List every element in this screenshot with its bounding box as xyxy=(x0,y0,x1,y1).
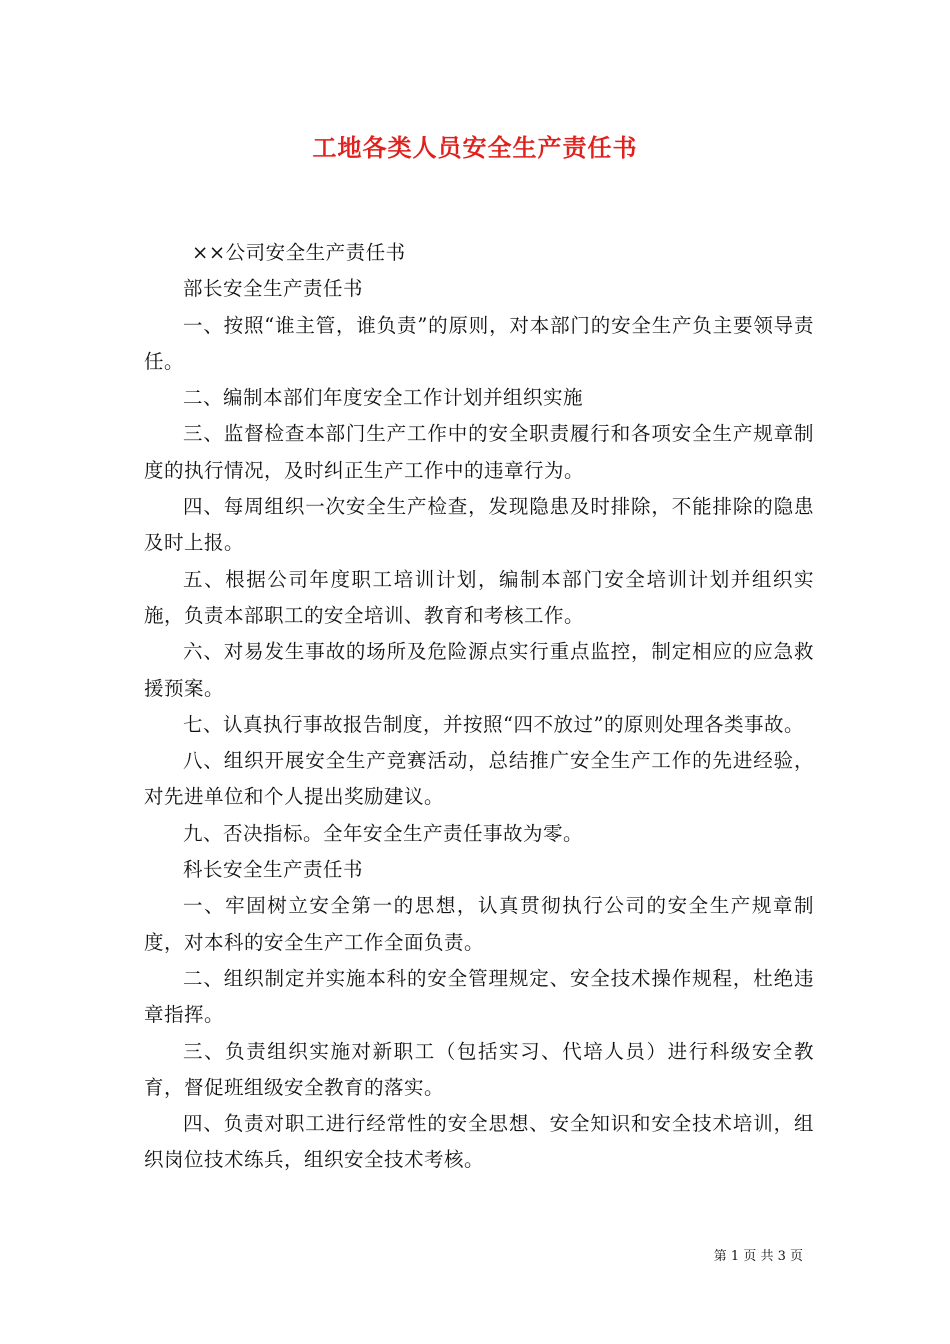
paragraph: 五、根据公司年度职工培训计划，编制本部门安全培训计划并组织实施，负责本部职工的安全培训、教育和考核工作。 xyxy=(144,567,814,627)
paragraph: 四、负责对职工进行经常性的安全思想、安全知识和安全技术培训，组织岗位技术练兵，组织安全技术考核。 xyxy=(144,1112,814,1172)
paragraph: 一、按照“谁主管，谁负责”的原则，对本部门的安全生产负主要领导责任。 xyxy=(144,313,814,373)
document-body xyxy=(144,235,814,1179)
paragraph-section-heading: 部长安全生产责任书 xyxy=(183,277,364,301)
paragraph: 七、认真执行事故报告制度，并按照“四不放过”的原则处理各类事故。 xyxy=(183,712,804,736)
paragraph: 三、监督检查本部门生产工作中的安全职责履行和各项安全生产规章制度的执行情况，及时纠正生产工作中的违章行为。 xyxy=(144,422,814,482)
paragraph: 六、对易发生事故的场所及危险源点实行重点监控，制定相应的应急救援预案。 xyxy=(144,640,814,700)
paragraph-company-title: ××公司安全生产责任书 xyxy=(192,241,406,264)
paragraph: 二、编制本部们年度安全工作计划并组织实施 xyxy=(183,386,584,410)
page-number-footer: 第 1 页 共 3 页 xyxy=(713,1249,803,1264)
paragraph: 二、组织制定并实施本科的安全管理规定、安全技术操作规程，杜绝违章指挥。 xyxy=(144,966,814,1027)
paragraph: 三、负责组织实施对新职工（包括实习、代培人员）进行科级安全教育，督促班组级安全教育的落实。 xyxy=(144,1039,814,1099)
paragraph-section-heading: 科长安全生产责任书 xyxy=(183,858,364,882)
document-title: 工地各类人员安全生产责任书 xyxy=(312,133,638,162)
paragraph: 四、每周组织一次安全生产检查，发现隐患及时排除，不能排除的隐患及时上报。 xyxy=(144,495,814,555)
paragraph: 九、否决指标。全年安全生产责任事故为零。 xyxy=(183,821,584,845)
paragraph: 一、牢固树立安全第一的思想，认真贯彻执行公司的安全生产规章制度，对本科的安全生产工作全面负责。 xyxy=(144,894,814,954)
paragraph: 八、组织开展安全生产竞赛活动，总结推广安全生产工作的先进经验，对先进单位和个人提出奖励建议。 xyxy=(144,749,814,809)
